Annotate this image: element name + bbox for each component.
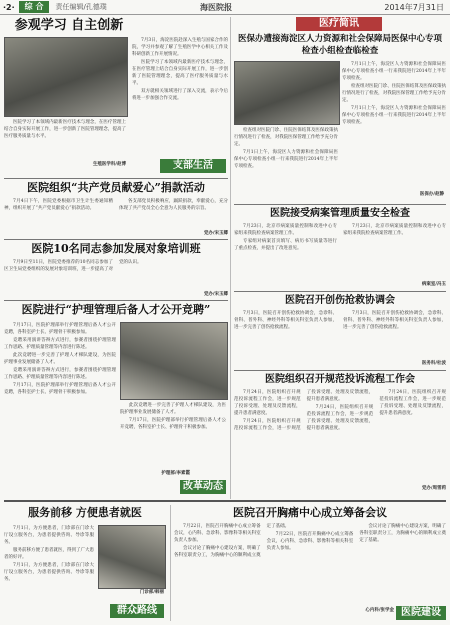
article-title: 医院10名同志参加发展对象培训班 <box>31 242 201 255</box>
article-body: 7月1日上午，海淀区人力资源和社会保障局医保中心专项检查小组一行来我院进行2014年上半年专项检查。 检查组对医院门诊、住院医保结算及医保政策执行情况进行了检查，对我院医保管理工作给予充分肯定。 7月1日上午，海淀区人力资源和社会保障局医保中心专项检查小组一行来我院进行2014年上半年专项检查。 <box>342 62 446 125</box>
article-body: 7月22日，医院召开胸痛中心成立筹备会议，心内科、急诊科、影像科等相关科室负责人参加。 会议讨论了胸痛中心建设方案，明确了各科室职责分工，为胸痛中心的顺利成立奠定了基础。 7月22日，医院召开胸痛中心成立筹备会议，心内科、急诊科、影像科等相关科室负责人参加。 会议讨论了胸痛中心建设方案，明确了各科室职责分工，为胸痛中心的顺利成立奠定了基础。 <box>174 524 446 558</box>
article-author: 病案室/冯玉 <box>421 282 446 287</box>
column-rule <box>170 505 171 621</box>
section-tag-construction: 医院建设 <box>396 606 446 620</box>
article-author: 生殖医学科/赵博 <box>92 162 126 167</box>
article-photo <box>4 37 128 117</box>
section-tag-mass-line: 群众路线 <box>110 604 164 618</box>
page-header <box>0 0 450 15</box>
article-chest-pain-center <box>174 505 446 621</box>
divider <box>4 239 228 240</box>
article-body: 7月1日，为方便患者，门诊部在门诊大厅设立服务台，为患者提供咨询、导诊等服务。 服务前移方便了患者就医，得到了广大患者的好评。 7月1日，为方便患者，门诊部在门诊大厅设立服务台，为患者提供咨询、导诊等服务。 <box>4 526 94 582</box>
article-complaint-process <box>234 372 446 498</box>
article-visit-study <box>4 17 228 177</box>
article-photo <box>234 61 340 125</box>
article-body: 7月23日，北京市病案质量控制和改进中心专家组来我院检查病案管理工作。 专家组对病案首页填写、病历书写质量等进行了重点检查，并提出了改进意见。 7月23日，北京市病案质量控制和改进中心专家组来我院检查病案管理工作。 <box>234 224 446 251</box>
editor-credit: 责任编辑/孔德璞 <box>55 3 107 11</box>
article-body: 7月4日下午，医院党委根据市卫生计生委通知精神，组织开展了“共产党员献爱心”捐款活动。 各支部党员积极响应，踊跃捐款，奉献爱心，充分体现了共产党员全心全意为人民服务的宗旨。 <box>4 199 228 211</box>
article-title: 服务前移 方便患者就医 <box>28 506 142 519</box>
article-donation <box>4 180 228 238</box>
article-title: 医院接受病案管理质量安全检查 <box>270 208 410 219</box>
paper-name: 海医院报 <box>200 2 232 12</box>
article-author: 党办/宋玉卿 <box>203 292 228 297</box>
article-title: 医院组织“共产党员献爱心”捐款活动 <box>27 181 205 194</box>
article-body-lower: 检查组对医院门诊、住院医保结算及医保政策执行情况进行了检查，对我院医保管理工作给予充分肯定。 7月1日上午，海淀区人力资源和社会保障局医保中心专项检查小组一行来我院进行2014年上半年专项检查。 <box>234 128 338 169</box>
article-author: 门诊部/韩丽 <box>139 590 164 595</box>
article-body: 7月17日，医院护理部举行护理管理后备人才公开竞聘，各科室护士长、护理骨干积极参加。 竞聘采用演讲答辩方式进行，参赛者围绕护理管理工作思路、护理质量管理等内容进行陈述。 此次竞聘进一步完善了护理人才梯队建设，为医院护理事业发展储备了人才。 竞聘采用演讲答辩方式进行，参赛者围绕护理管理工作思路、护理质量管理等内容进行陈述。 7月17日，医院护理部举行护理管理后备人才公开竞聘，各科室护士长、护理骨干积极参加。 <box>4 323 116 395</box>
article-title: 医保办遭接海淀区人力资源和社会保障局医保中心专项检查小组检查临检查 <box>237 34 442 56</box>
section-tag-reform: 改革动态 <box>180 480 226 494</box>
article-photo <box>98 525 166 589</box>
article-title: 参观学习 自主创新 <box>14 18 124 33</box>
article-title: 医院进行“护理管理后备人才公开竞聘” <box>21 303 211 316</box>
column-rule <box>230 17 231 499</box>
article-photo <box>120 322 228 400</box>
article-body-lower: 医院学习了本领域内最新医疗技术与理念，在医疗管理上结合自身实际开展工作，进一步创新了医院管理理念，提高了医疗服务质量与水平。 <box>4 120 126 139</box>
divider <box>4 300 228 301</box>
article-title: 医院组织召开规范投诉流程工作会 <box>265 374 415 385</box>
section-tag-medical: 医疗简讯 <box>296 17 382 31</box>
page-number: ·2· <box>3 2 15 12</box>
divider <box>4 178 228 179</box>
article-body: 7月3日，医院召开创伤抢救协调会，急诊科、骨科、普外科、神经外科等相关科室负责人参加，进一步完善了创伤抢救流程。 7月3日，医院召开创伤抢救协调会，急诊科、骨科、普外科、神经外科等相关科室负责人参加，进一步完善了创伤抢救流程。 <box>234 311 446 330</box>
bottom-divider <box>4 500 446 502</box>
article-author: 党办/宋玉卿 <box>203 231 228 236</box>
divider <box>234 370 446 371</box>
article-author: 医保办/赵静 <box>419 192 444 197</box>
article-body-side: 此次竞聘进一步完善了护理人才梯队建设，为医院护理事业发展储备了人才。 7月17日，医院护理部举行护理管理后备人才公开竞聘，各科室护士长、护理骨干积极参加。 <box>120 403 226 430</box>
article-title: 医院召开创伤抢救协调会 <box>285 295 395 306</box>
article-author: 党办/周雪莉 <box>421 486 446 491</box>
article-author: 医务科/杜波 <box>421 361 446 366</box>
section-tag-party: 支部生活 <box>160 159 226 173</box>
article-body: 7月9日至11日，医院党委推荐的10名同志参加了区卫生局党委组织的发展对象培训班，进一步提高了对党的认识。 <box>4 260 142 272</box>
article-insurance-inspection <box>234 33 446 203</box>
article-body: 7月3日，海淀医院赴深入生殖与国家合作的院，学习并参观了解了生殖医学中心相关工作及科研创新工作开展情况。 医院学习了本领域内最新医疗技术与理念，在医疗管理上结合自身实际开展工作，进一步创新了医院管理理念，提高了医疗服务质量与水平。 双方就相关领域进行了深入交流，表示今后将进一步加强合作交流。 <box>132 38 228 101</box>
article-title: 医院召开胸痛中心成立筹备会议 <box>233 506 387 519</box>
divider <box>234 291 446 292</box>
section-tag: 综 合 <box>19 1 50 13</box>
issue-date: 2014年7月31日 <box>384 2 444 12</box>
article-trauma-meeting <box>234 293 446 369</box>
article-training <box>4 241 228 299</box>
article-record-inspection <box>234 206 446 290</box>
divider <box>234 204 446 205</box>
article-author: 护理部/李素霞 <box>161 471 190 476</box>
article-body: 7月24日，医院组织召开规范投诉流程工作会，进一步规范了投诉受理、处理及反馈流程，提升患者满意度。 7月24日，医院组织召开规范投诉流程工作会，进一步规范了投诉受理、处理及反馈流程，提升患者满意度。 7月24日，医院组织召开规范投诉流程工作会，进一步规范了投诉受理、处理及反馈流程，提升患者满意度。 7月24日，医院组织召开规范投诉流程工作会，进一步规范了投诉受理、处理及反馈流程，提升患者满意度。 <box>234 390 446 431</box>
article-author: 心内科/张学金 <box>365 608 394 613</box>
article-service-front <box>4 505 166 621</box>
article-nursing-competition <box>4 302 228 498</box>
